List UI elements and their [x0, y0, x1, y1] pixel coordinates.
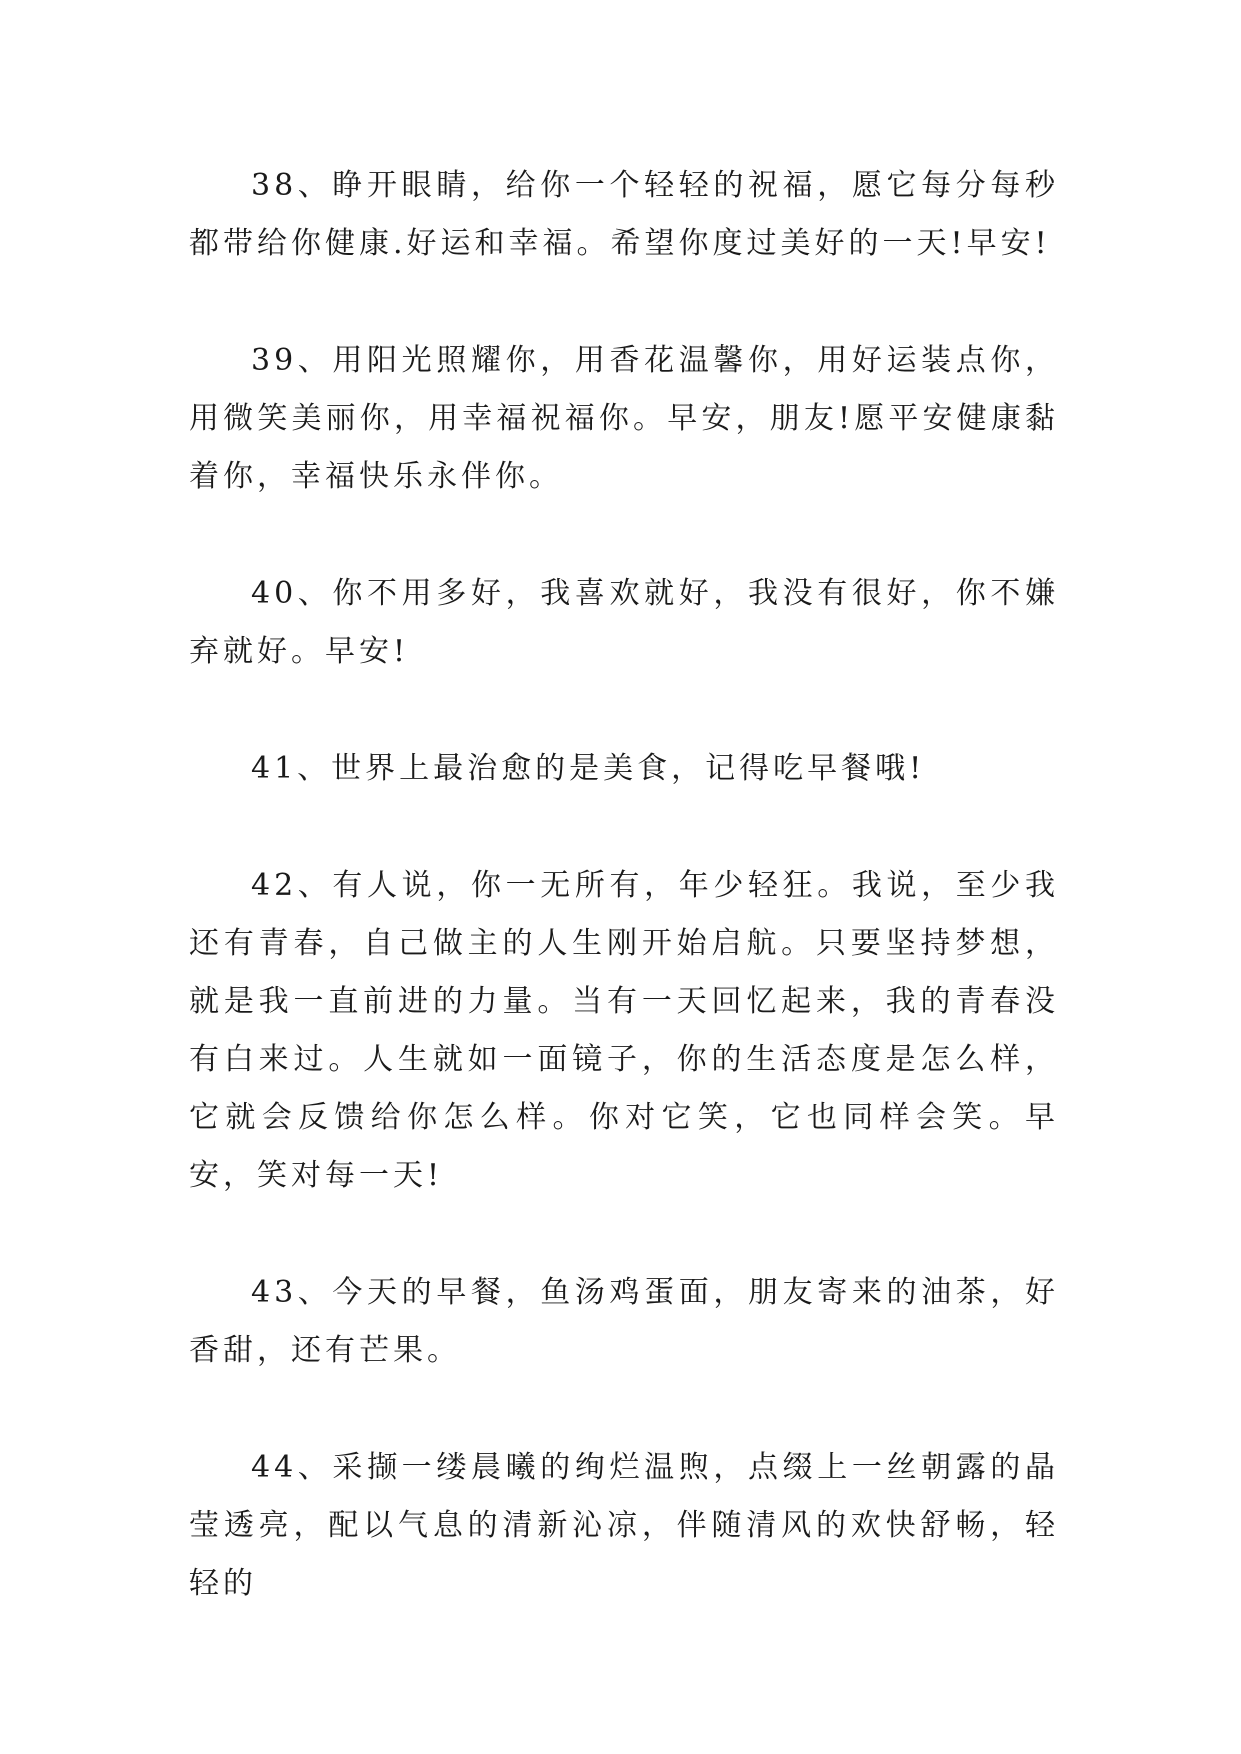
paragraph-44: 44、采撷一缕晨曦的绚烂温煦，点缀上一丝朝露的晶莹透亮，配以气息的清新沁凉，伴随清风的欢快舒畅，轻轻的 [189, 1450, 1059, 1601]
paragraph-40: 40、你不用多好，我喜欢就好，我没有很好，你不嫌弃就好。早安! [189, 576, 1059, 669]
paragraph-41: 41、世界上最治愈的是美食，记得吃早餐哦! [251, 751, 926, 786]
paragraph-39: 39、用阳光照耀你，用香花温馨你，用好运装点你，用微笑美丽你，用幸福祝福你。早安，朋友!愿平安健康黏着你，幸福快乐永伴你。 [189, 343, 1059, 494]
paragraph-43: 43、今天的早餐，鱼汤鸡蛋面，朋友寄来的油茶，好香甜，还有芒果。 [189, 1275, 1059, 1368]
paragraph-38: 38、睁开眼睛，给你一个轻轻的祝福，愿它每分每秒都带给你健康.好运和幸福。希望你度过美好的一天!早安! [189, 168, 1059, 261]
document-body [189, 157, 1059, 1613]
paragraph-42: 42、有人说，你一无所有，年少轻狂。我说，至少我还有青春，自己做主的人生刚开始启航。只要坚持梦想，就是我一直前进的力量。当有一天回忆起来，我的青春没有白来过。人生就如一面镜子，你的生活态度是怎么样，它就会反馈给你怎么样。你对它笑，它也同样会笑。早安，笑对每一天! [189, 868, 1059, 1193]
